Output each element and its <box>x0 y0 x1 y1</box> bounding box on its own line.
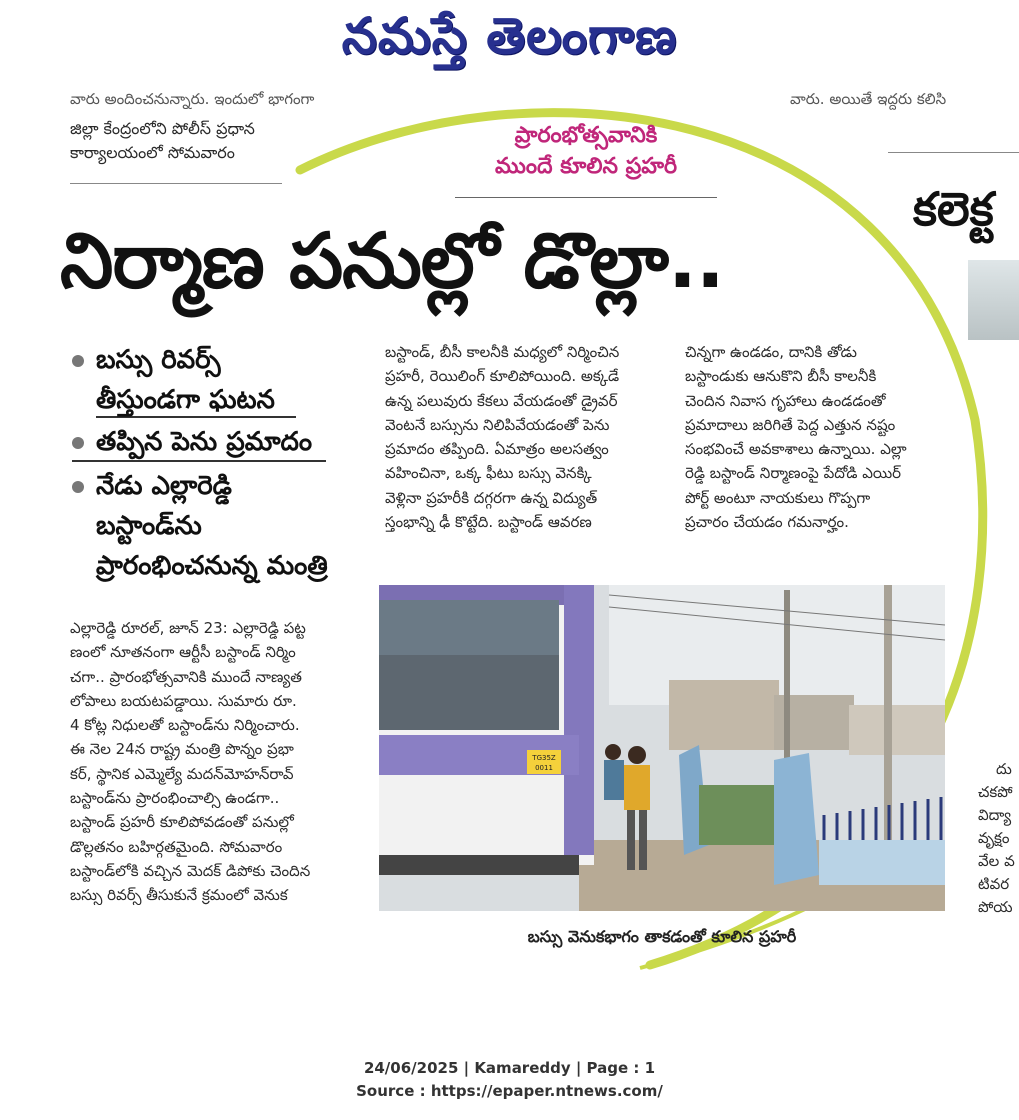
bullet-line: బస్టాండ్‌ను <box>96 511 202 541</box>
text-line: చగా.. ప్రారంభోత్సవానికి ముందే నాణ్యత <box>70 667 302 686</box>
text-line: ప్రమాదాలు జరిగితే పెద్ద ఎత్తున నష్టం <box>685 415 896 434</box>
text-line: చకపో <box>978 783 1013 801</box>
text-line: బస్టాండ్, బీసీ కాలనీకి మధ్యలో నిర్మించిన <box>385 343 620 361</box>
text-line: వహించినా, ఒక్క ఫీటు బస్సు వెనక్కి <box>385 464 592 483</box>
article-column-2 <box>385 340 675 534</box>
news-photo <box>379 585 945 911</box>
bullet-dot <box>72 481 84 493</box>
text-line: బస్టాండుకు ఆనుకొని బీసీ కాలనీకి <box>685 367 877 386</box>
text-line: 4 కోట్ల నిధులతో బస్టాండ్‌ను నిర్మించారు. <box>70 716 300 735</box>
text-line: డొల్లతనం బహిర్గతమైంది. సోమవారం <box>70 837 283 856</box>
footer-date-line: 24/06/2025 | Kamareddy | Page : 1 <box>363 1059 656 1077</box>
text-line: లోపాలు బయటపడ్డాయి. సుమారు రూ. <box>70 691 297 710</box>
bus-plate-line2: 0011 <box>535 764 553 772</box>
text-line: దు <box>996 760 1012 778</box>
article-column-1 <box>70 616 362 908</box>
text-line: ఎల్లారెడ్డి రూరల్, జూన్ 23: ఎల్లారెడ్డి పట్ట <box>70 619 306 637</box>
kicker-underline <box>455 197 717 198</box>
masthead-logo: నమస్తే తెలంగాణ <box>341 6 678 65</box>
text-line: చిన్నగా ఉండడం, దానికి తోడు <box>685 343 857 361</box>
bullet-item: తప్పిన పెను ప్రమాదం <box>72 422 372 462</box>
bullet-list <box>72 340 372 586</box>
side-headline: కలెక్ట <box>913 182 994 236</box>
bullet-item: బస్సు రివర్స్ <box>72 340 372 380</box>
text-line: కర్, స్థానిక ఎమ్మెల్యే మదన్‌మోహన్‌రావ్ <box>70 764 294 783</box>
text-line: పోయ <box>978 898 1013 916</box>
bullet-line: తీస్తుండగా ఘటన <box>96 385 275 415</box>
text-line: జిల్లా కేంద్రంలోని పోలీస్ ప్రధాన <box>70 119 255 138</box>
text-line: బస్టాండ్‌ను ప్రారంభించాల్సి ఉండగా.. <box>70 789 280 808</box>
text-line: సంభవించే అవకాశాలు ఉన్నాయి. ఎల్లా <box>685 440 907 459</box>
text-line: కార్యాలయంలో సోమవారం <box>70 143 235 163</box>
text-line: ఈ నెల 24న రాష్ట్ర మంత్రి పొన్నం ప్రభా <box>70 740 294 759</box>
text-line: వేల వ <box>978 852 1015 870</box>
bullet-line: ప్రారంభించనున్న మంత్రి <box>96 551 328 581</box>
kicker-line: ముందే కూలిన ప్రహరీ <box>494 154 678 179</box>
column-divider <box>70 183 282 184</box>
text-line: పోర్ట్ అంటూ నాయకులు గొప్పగా <box>685 488 871 507</box>
text-line: వెళ్లినా ప్రహరీకి దగ్గరగా ఉన్న విద్యుత్ <box>385 488 598 507</box>
column-divider <box>888 152 1019 153</box>
side-photo-fragment <box>968 260 1019 340</box>
photo-caption: బస్సు వెనుకభాగం తాకడంతో కూలిన ప్రహరీ <box>527 927 797 946</box>
text-line: ప్రచారం చేయడం గమనార్హం. <box>685 513 849 532</box>
headline: నిర్మాణ పనుల్లో డొల్లా.. <box>60 216 724 305</box>
footer-source-link[interactable]: Source : https://epaper.ntnews.com/ <box>356 1082 663 1100</box>
text-line: రెడ్డి బస్టాండ్ నిర్మాణంపై పేదోడి ఎయిర్ <box>685 464 902 483</box>
bus-plate-line1: TG35Z <box>532 754 556 762</box>
text-line: ఉన్న పలువురు కేకలు వేయడంతో డ్రైవర్ <box>385 391 618 410</box>
text-line: చెందిన నివాస గృహాలు ఉండడంతో <box>685 391 886 410</box>
left-top-column <box>70 117 362 166</box>
bullet-item: నేడు ఎల్లారెడ్డి <box>72 466 372 506</box>
text-line: వెంటనే బస్సును నిలిపివేయడంతో పెను <box>385 415 610 434</box>
text-line: స్తంభాన్ని ఢీ కొట్టేది. బస్టాండ్ ఆవరణ <box>385 513 592 532</box>
text-line: వృక్షం <box>978 829 1010 847</box>
text-line: టివర <box>978 875 1010 893</box>
photo-illustration <box>379 585 945 911</box>
text-line: ణంలో నూతనంగా ఆర్టీసీ బస్టాండ్ నిర్మిం <box>70 643 296 662</box>
text-line: ప్రమాదం తప్పింది. ఏమాత్రం అలసత్వం <box>385 440 609 459</box>
text-line: బస్టాండ్ ప్రహరీ కూలిపోవడంతో పనుల్లో <box>70 813 294 832</box>
bullet-dot <box>72 437 84 449</box>
kicker <box>455 120 717 182</box>
right-edge-fragments <box>978 758 1019 919</box>
bullet-dot <box>72 355 84 367</box>
article-column-3 <box>685 340 985 534</box>
kicker-line: ప్రారంభోత్సవానికి <box>514 123 658 148</box>
text-line: బస్టాండ్‌లోకి వచ్చిన మెదక్ డిపోకు చెందిన <box>70 861 311 880</box>
right-partial-line: వారు. అయితే ఇద్దరు కలిసి <box>790 90 947 108</box>
text-line: బస్సు రివర్స్ తీసుకునే క్రమంలో వెనుక <box>70 886 288 905</box>
text-line: ప్రహరీ, రెయిలింగ్ కూలిపోయింది. అక్కడే <box>385 367 620 386</box>
left-partial-line: వారు అందించనున్నారు. ఇందులో భాగంగా <box>70 90 315 108</box>
text-line: విద్యా <box>978 806 1012 824</box>
